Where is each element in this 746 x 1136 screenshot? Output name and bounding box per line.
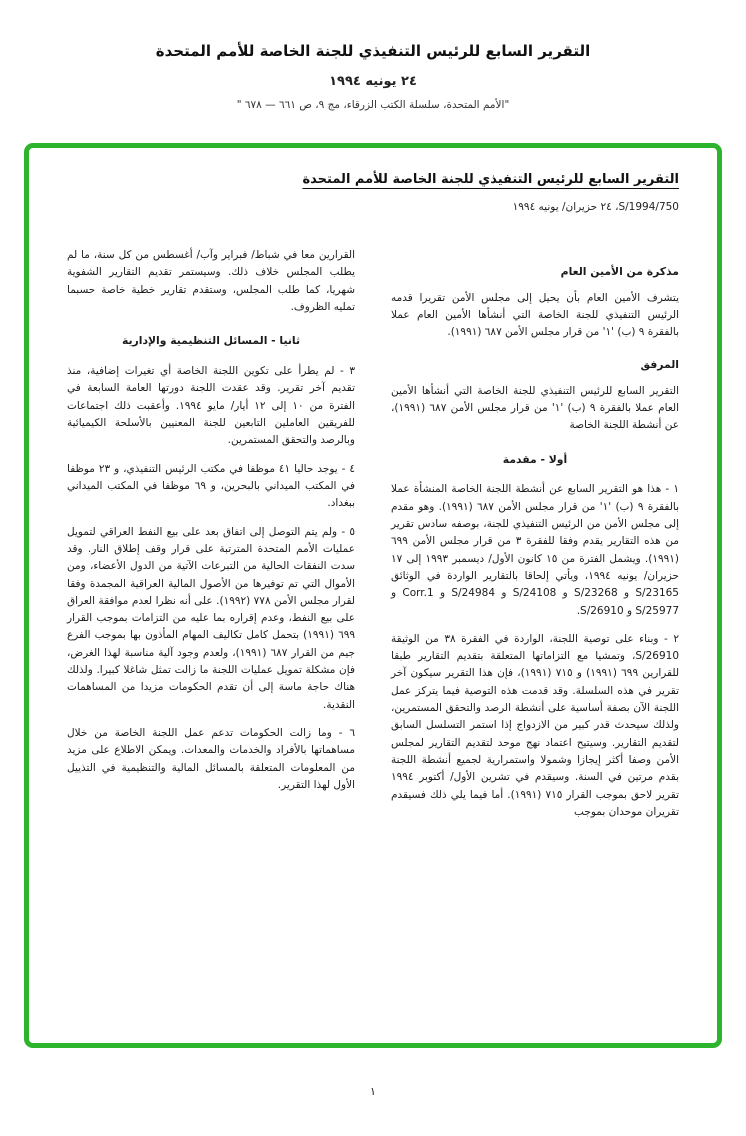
source-citation: "الأمم المتحدة، سلسلة الكتب الزرقاء، مج ٩، ص ٦٦١ — ٦٧٨ " <box>236 99 510 111</box>
document-body-frame <box>24 143 722 1048</box>
paragraph-4: ٤ - يوجد حاليا ٤١ موظفا في مكتب الرئيس التنفيذي، و ٢٣ موظفا في المكتب الميداني بالبحرين، و ٦٩ موظفا في المكتب الميداني ببغداد. <box>67 462 355 510</box>
memo-heading: مذكرة من الأمين العام <box>560 265 679 278</box>
section1-heading: أولا - مقدمة <box>502 452 568 466</box>
two-column-text <box>67 247 679 832</box>
paragraph-3: ٣ - لم يطرأ على تكوين اللجنة الخاصة أي تغيرات إضافية، منذ تقديم آخر تقرير. وقد عقدت اللجنة دورتها العامة السابعة في الفترة من ١٠ إلى ١٢ أيار/ مايو ١٩٩٤. وأعقبت ذلك اجتماعات للفريقين العاملين التابعين للجنة المعنيين بالأسلحة الكيميائية وبالرصد والتحقق المستمرين. <box>67 365 355 447</box>
annex-paragraph: التقرير السابع للرئيس التنفيذي للجنة الخاصة التي أنشأها الأمين العام عملا بالفقرة ٩ (ب) '١' من قرار مجلس الأمن ٦٨٧ (١٩٩١)، عن أنشطة اللجنة الخاصة <box>391 384 679 432</box>
paragraph-2: ٢ - وبناء على توصية اللجنة، الواردة في الفقرة ٣٨ من الوثيقة S/26910، وتمشيا مع التزاماتها المتعلقة بتقديم التقارير طبقا للقرارين ٦٩٩ (١٩٩١) و ٧١٥ (١٩٩١)، فإن هذا التقرير سيكون آخر تقرير في هذه السلسلة. وقد قدمت هذه التوصية فيما يتركز عمل اللجنة الآن بصفة أساسية على أنشطة الرصد والتحقق المستمرين، ولذلك سيحدث قدر كبير من الازدواج إذا استمر التسلسل السابق لتقديم التقارير. وسيتيح اعتماد نهج موحد لتقديم التقارير لمجلس الأمن وصفا أكثر إيجازا وشمولا واستمرارية لجميع أنشطة اللجنة بقدم مرتين في السنة. وسيقدم في تشرين الأول/ أكتوبر ١٩٩٤ تقرير لاحق بموجب القرار ٧١٥ (١٩٩١). أما فيما يلي ذلك فسيقدم تقريران موحدان بموجب <box>391 632 680 818</box>
paragraph-6: ٦ - وما زالت الحكومات تدعم عمل اللجنة الخاصة من خلال مساهماتها بالأفراد والخدمات والمعدات. ويمكن الاطلاع على مزيد من المعلومات المتعلقة بالمسائل المالية والتنظيمية في التذييل الأول لهذا التقرير. <box>67 727 355 791</box>
left-column <box>67 247 355 805</box>
document-date: ٢٤ يونيه ١٩٩٤ <box>329 74 417 89</box>
paragraph-1: ١ - هذا هو التقرير السابع عن أنشطة اللجنة الخاصة المنشأة عملا بالفقرة ٩ (ب) '١' من قرار مجلس الأمن ٦٨٧ (١٩٩١). وهو مقدم إلى مجلس الأمن من الرئيس التنفيذي للجنة، بوصفه سادس تقرير من هذه التقارير يقدم وفقا للفقرة ٣ من قرار مجلس الأمن ٦٩٩ (١٩٩١). ويشمل الفترة من ١٥ كانون الأول/ ديسمبر ١٩٩٣ إلى ١٧ حزيران/ يونيه ١٩٩٤، ويأتي إلحاقا بالتقارير الواردة في الوثائق S/23165 و S/23268 و S/24108 و S/24984 و Corr.1 و S/25977 و S/26910. <box>391 483 680 617</box>
page-number: ١ <box>370 1085 376 1098</box>
memo-paragraph: يتشرف الأمين العام بأن يحيل إلى مجلس الأمن تقريرا قدمه الرئيس التنفيذي للجنة الخاصة التي أنشأها الأمين العام عملا بالفقرة ٩ (ب) '١' من قرار مجلس الأمن ٦٨٧ (١٩٩١). <box>391 291 679 339</box>
section2-heading: ثانيا - المسائل التنظيمية والإدارية <box>121 334 301 348</box>
page-title: التقرير السابع للرئيس التنفيذي للجنة الخاصة للأمم المتحدة <box>155 42 591 60</box>
document-header <box>0 42 746 111</box>
continuation-paragraph: القرارين معا في شباط/ فبراير وآب/ أغسطس من كل سنة، ما لم يطلب المجلس خلاف ذلك. وسيستمر تقديم التقارير الشفوية شهريا، كما طلب المجلس، وستقدم تقارير خطية خاصة حسبما تمليه الظروف. <box>67 249 355 313</box>
paragraph-5: ٥ - ولم يتم التوصل إلى اتفاق بعد على بيع النفط العراقي لتمويل عمليات الأمم المتحدة المترتبة على قرار وقف إطلاق النار. وقد سدت النفقات الحالية من التبرعات الآتية من الدول الأعضاء، ومن الأموال التي تم توفيرها من الأصول المالية العراقية المجمدة وفقا لقرار مجلس الأمن ٧٧٨ (١٩٩٢). على أنه نظرا لعدم موافقة العراق على بيع النفط، وعدم إقراره بما عليه من التزامات بموجب القرار ٦٩٩ (١٩٩١) بتحمل كامل تكاليف المهام المأذون بها بموجب الفرع جيم من القرار ٦٨٧ (١٩٩١)، ولعدم وجود آلية مناسبة لهذا الغرض، فإن مشكلة تمويل عمليات اللجنة ما زالت تمثل شاغلا كبيرا. ولذلك هناك حاجة ماسة إلى أن تقدم الحكومات مزيدا من المساهمات النقدية. <box>67 525 356 711</box>
document-reference: S/1994/750، ٢٤ حزيران/ يونيه ١٩٩٤ <box>512 201 679 213</box>
annex-heading: المرفق <box>640 357 679 371</box>
report-title: التقرير السابع للرئيس التنفيذي للجنة الخاصة للأمم المتحدة <box>302 172 679 187</box>
right-column <box>391 247 679 832</box>
